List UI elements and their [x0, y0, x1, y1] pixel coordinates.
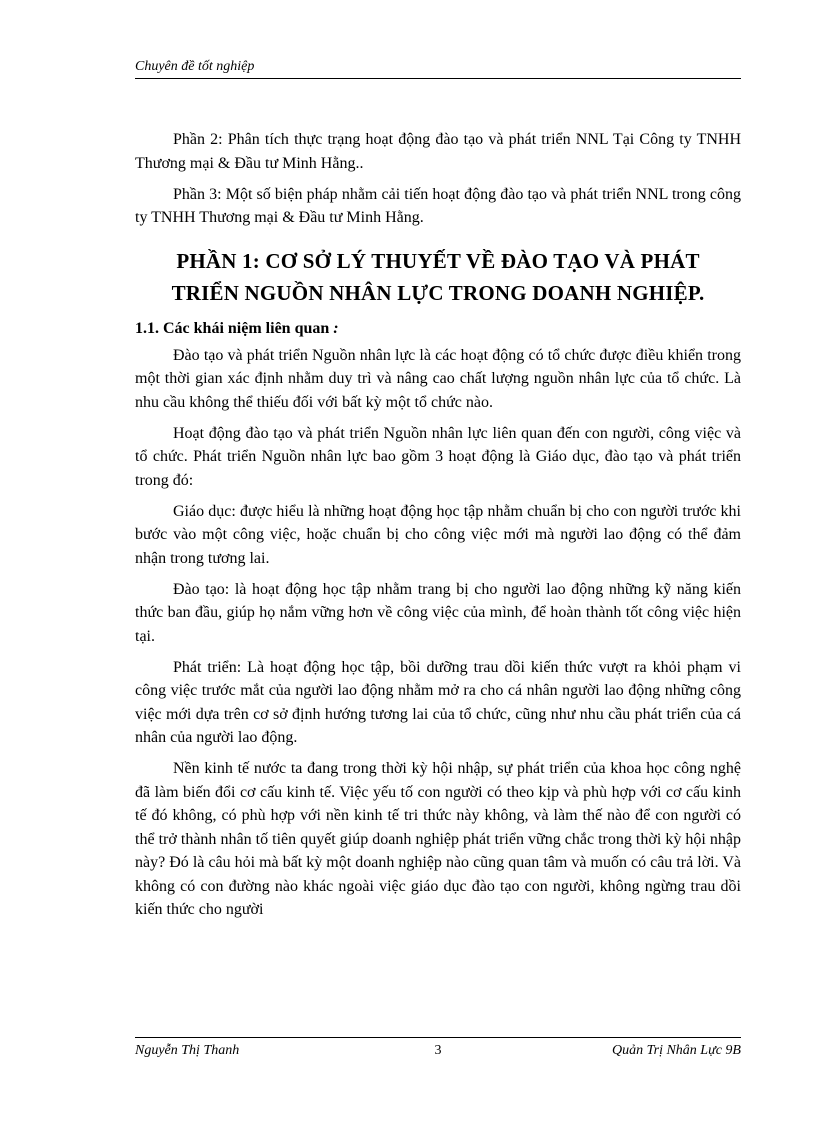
- footer-course: Quản Trị Nhân Lực 9B: [612, 1043, 741, 1058]
- body-paragraph: Hoạt động đào tạo và phát triển Nguồn nhân lực liên quan đến con người, công việc và tổ chức. Phát triển Nguồn nhân lực bao gồm 3 hoạt động là Giáo dục, đào tạo và phát triển trong đó:: [135, 424, 741, 489]
- body-paragraph: Nền kinh tế nước ta đang trong thời kỳ hội nhập, sự phát triển của khoa học công nghệ đã làm biến đổi cơ cấu kinh tế. Việc yếu tố con người có theo kịp và phù hợp với cơ cấu kinh tế đó không, có phù hợp với nền kinh tế tri thức này không, và làm thế nào để con người có thể trở thành nhân tố tiên quyết giúp doanh nghiệp phát triển vững chắc trong thời kỳ hội nhập này? Đó là câu hỏi mà bất kỳ một doanh nghiệp nào cũng quan tâm và muốn có câu trả lời. Và không có con đường nào khác ngoài việc giáo dục đào tạo con người, không ngừng trau dồi kiến thức cho người: [135, 760, 741, 918]
- page-footer: [135, 1042, 741, 1060]
- footer-divider: [135, 1037, 741, 1038]
- chapter-heading-line-2: TRIỂN NGUỒN NHÂN LỰC TRONG DOANH NGHIỆP.: [171, 280, 705, 305]
- body-paragraph: Giáo dục: được hiểu là những hoạt động học tập nhằm chuẩn bị cho con người trước khi bước vào một công việc, hoặc chuẩn bị cho công việc mới mà người lao động có thể đảm nhận trong tương lai.: [135, 502, 741, 567]
- page-header: [135, 58, 741, 76]
- chapter-heading-line-1: PHẦN 1: CƠ SỞ LÝ THUYẾT VỀ ĐÀO TẠO VÀ PHÁT: [176, 248, 700, 273]
- header-divider: [135, 78, 741, 79]
- section-heading-text: 1.1. Các khái niệm liên quan: [135, 319, 330, 337]
- chapter-heading: [135, 245, 741, 309]
- header-title: Chuyên đề tốt nghiệp: [135, 59, 255, 74]
- page-number: 3: [434, 1043, 442, 1058]
- footer-author: Nguyễn Thị Thanh: [135, 1043, 240, 1058]
- section-heading: [135, 317, 741, 340]
- body-paragraph: Đào tạo và phát triển Nguồn nhân lực là các hoạt động có tổ chức được điều khiển trong một thời gian xác định nhằm duy trì và nâng cao chất lượng nguồn nhân lực của tổ chức. Là nhu cầu không thể thiếu đối với bất kỳ một tổ chức nào.: [135, 346, 741, 411]
- body-paragraph: Đào tạo: là hoạt động học tập nhằm trang bị cho người lao động những kỹ năng kiến thức ban đầu, giúp họ nắm vững hơn về công việc của mình, để hoàn thành tốt công việc hiện tại.: [135, 580, 741, 645]
- section-heading-colon: :: [329, 319, 339, 337]
- page-content: [135, 128, 741, 922]
- intro-paragraph: Phần 2: Phân tích thực trạng hoạt động đào tạo và phát triển NNL Tại Công ty TNHH Thương mại & Đầu tư Minh Hằng..: [135, 131, 741, 172]
- intro-paragraph: Phần 3: Một số biện pháp nhằm cải tiến hoạt động đào tạo và phát triển NNL trong công ty TNHH Thương mại & Đầu tư Minh Hằng.: [135, 185, 741, 226]
- body-paragraph: Phát triển: Là hoạt động học tập, bồi dưỡng trau dồi kiến thức vượt ra khỏi phạm vi công việc trước mắt của người lao động nhằm mở ra cho cá nhân người lao động những công việc mới dựa trên cơ sở định hướng tương lai của tổ chức, cũng như nhu cầu phát triển của cá nhân của người lao động.: [135, 658, 741, 746]
